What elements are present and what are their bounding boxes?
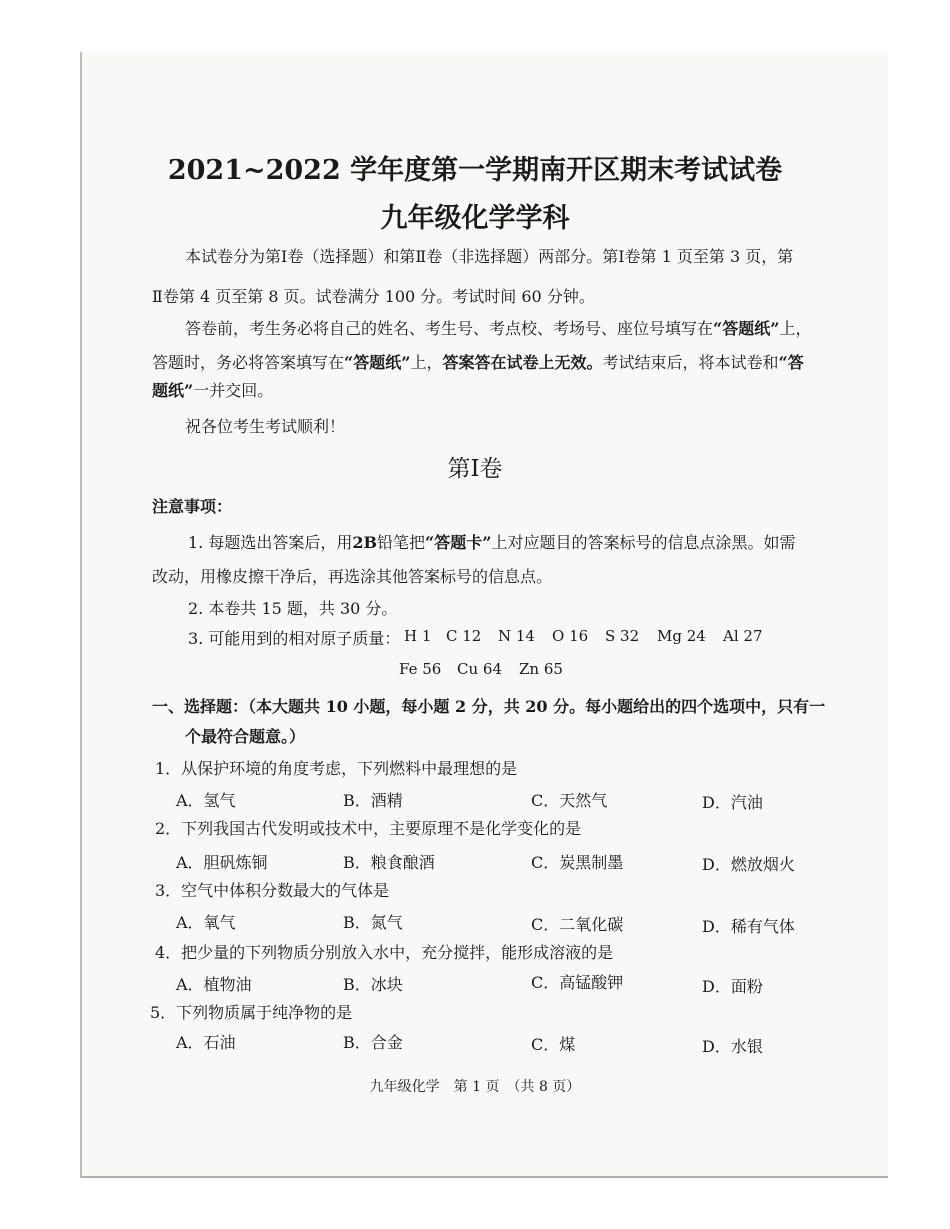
question-5-stem: 5．下列物质属于纯净物的是 <box>150 1003 353 1022</box>
atomic-mass-n: N 14 <box>498 627 535 645</box>
question-2-option-d: D．燃放烟火 <box>702 855 795 874</box>
exam-title: 2021~2022 学年度第一学期南开区期末考试试卷 <box>167 155 783 186</box>
answer-sheet-term: “答 <box>778 353 804 372</box>
question-4-stem: 4．把少量的下列物质分别放入水中，充分搅拌，能形成溶液的是 <box>155 943 614 962</box>
intro-line-1: 本试卷分为第Ⅰ卷（选择题）和第Ⅱ卷（非选择题）两部分。第Ⅰ卷第 1 页至第 3 页，第 <box>185 247 794 266</box>
question-1-option-a: A．氢气 <box>176 791 236 810</box>
notice-text: 1. 每题选出答案后，用 <box>188 533 353 552</box>
question-1-option-b: B．酒精 <box>343 791 403 810</box>
question-3-option-d: D．稀有气体 <box>702 917 795 936</box>
page-footer: 九年级化学 第 1 页 （共 8 页） <box>369 1079 581 1095</box>
notice-text: 上对应题目的答案标号的信息点涂黑。如需 <box>491 533 796 552</box>
atomic-mass-cu: Cu 64 <box>457 660 502 678</box>
pencil-type: 2B <box>352 533 378 552</box>
question-3-option-a: A．氧气 <box>176 913 236 932</box>
notice-item-3: 3. 可能用到的相对原子质量： <box>188 629 401 648</box>
question-1-stem: 1．从保护环境的角度考虑，下列燃料中最理想的是 <box>155 759 518 778</box>
question-2-option-a: A．胆矾炼铜 <box>176 853 268 872</box>
atomic-mass-o: O 16 <box>552 627 589 645</box>
question-1-option-c: C．天然气 <box>531 791 608 810</box>
instruction-text: 上， <box>410 353 443 372</box>
notice-heading: 注意事项： <box>152 497 233 516</box>
question-3-option-b: B．氮气 <box>343 913 403 932</box>
part1-heading <box>152 694 825 717</box>
instruction-line-1 <box>185 316 811 339</box>
question-2-stem: 2．下列我国古代发明或技术中，主要原理不是化学变化的是 <box>155 819 582 838</box>
instruction-text: 答题时，务必将答案填写在 <box>152 353 345 372</box>
atomic-mass-fe: Fe 56 <box>399 660 442 678</box>
part1-label: 一、选择题： <box>152 697 249 716</box>
exam-subtitle: 九年级化学学科 <box>380 203 570 234</box>
question-5-option-b: B．合金 <box>343 1033 403 1052</box>
atomic-mass-al: Al 27 <box>723 627 763 645</box>
notice-item-1 <box>188 530 795 553</box>
instruction-text: 上， <box>779 319 812 338</box>
question-3-option-c: C．二氧化碳 <box>531 915 624 934</box>
part1-heading-cont: 个最符合题意。） <box>185 727 306 746</box>
atomic-mass-mg: Mg 24 <box>657 627 706 645</box>
question-5-option-d: D．水银 <box>702 1037 763 1056</box>
question-3-stem: 3．空气中体积分数最大的气体是 <box>155 881 390 900</box>
question-4-option-d: D．面粉 <box>702 977 763 996</box>
question-2-option-c: C．炭黑制墨 <box>531 853 624 872</box>
answer-card-term: “答题卡” <box>425 533 492 552</box>
question-5-option-a: A．石油 <box>176 1033 236 1052</box>
atomic-mass-h: H 1 <box>404 627 432 645</box>
atomic-mass-c: C 12 <box>446 627 482 645</box>
notice-item-1-cont: 改动，用橡皮擦干净后，再选涂其他答案标号的信息点。 <box>152 567 553 586</box>
instruction-text: 一并交回。 <box>193 381 274 400</box>
atomic-mass-zn: Zn 65 <box>519 660 563 678</box>
instruction-line-3 <box>152 378 273 401</box>
question-4-option-c: C．高锰酸钾 <box>531 973 624 992</box>
question-4-option-a: A．植物油 <box>176 975 252 994</box>
part1-description: （本大题共 10 小题，每小题 2 分，共 20 分。每小题给出的四个选项中，只有一 <box>248 697 826 716</box>
instruction-text: 答卷前，考生务必将自己的姓名、考生号、考点校、考场号、座位号填写在 <box>185 319 714 338</box>
answer-sheet-term: “答题纸” <box>344 353 411 372</box>
question-2-option-b: B．粮食酿酒 <box>343 853 435 872</box>
answer-sheet-term: 题纸” <box>152 381 194 400</box>
notice-item-2: 2. 本卷共 15 题，共 30 分。 <box>188 599 398 618</box>
notice-text: 铅笔把 <box>377 533 426 552</box>
answer-sheet-term: “答题纸” <box>713 319 780 338</box>
question-1-option-d: D．汽油 <box>702 793 763 812</box>
question-5-option-c: C．煤 <box>531 1035 576 1054</box>
instruction-text: 考试结束后，将本试卷和 <box>602 353 779 372</box>
instruction-line-2 <box>152 350 804 373</box>
question-4-option-b: B．冰块 <box>343 975 403 994</box>
good-luck-text: 祝各位考生考试顺利！ <box>185 417 346 436</box>
section-title: 第Ⅰ卷 <box>447 456 503 482</box>
atomic-mass-s: S 32 <box>605 627 640 645</box>
intro-line-2: Ⅱ卷第 4 页至第 8 页。试卷满分 100 分。考试时间 60 分钟。 <box>152 287 595 306</box>
invalid-answer-warning: 答案答在试卷上无效。 <box>442 353 603 372</box>
